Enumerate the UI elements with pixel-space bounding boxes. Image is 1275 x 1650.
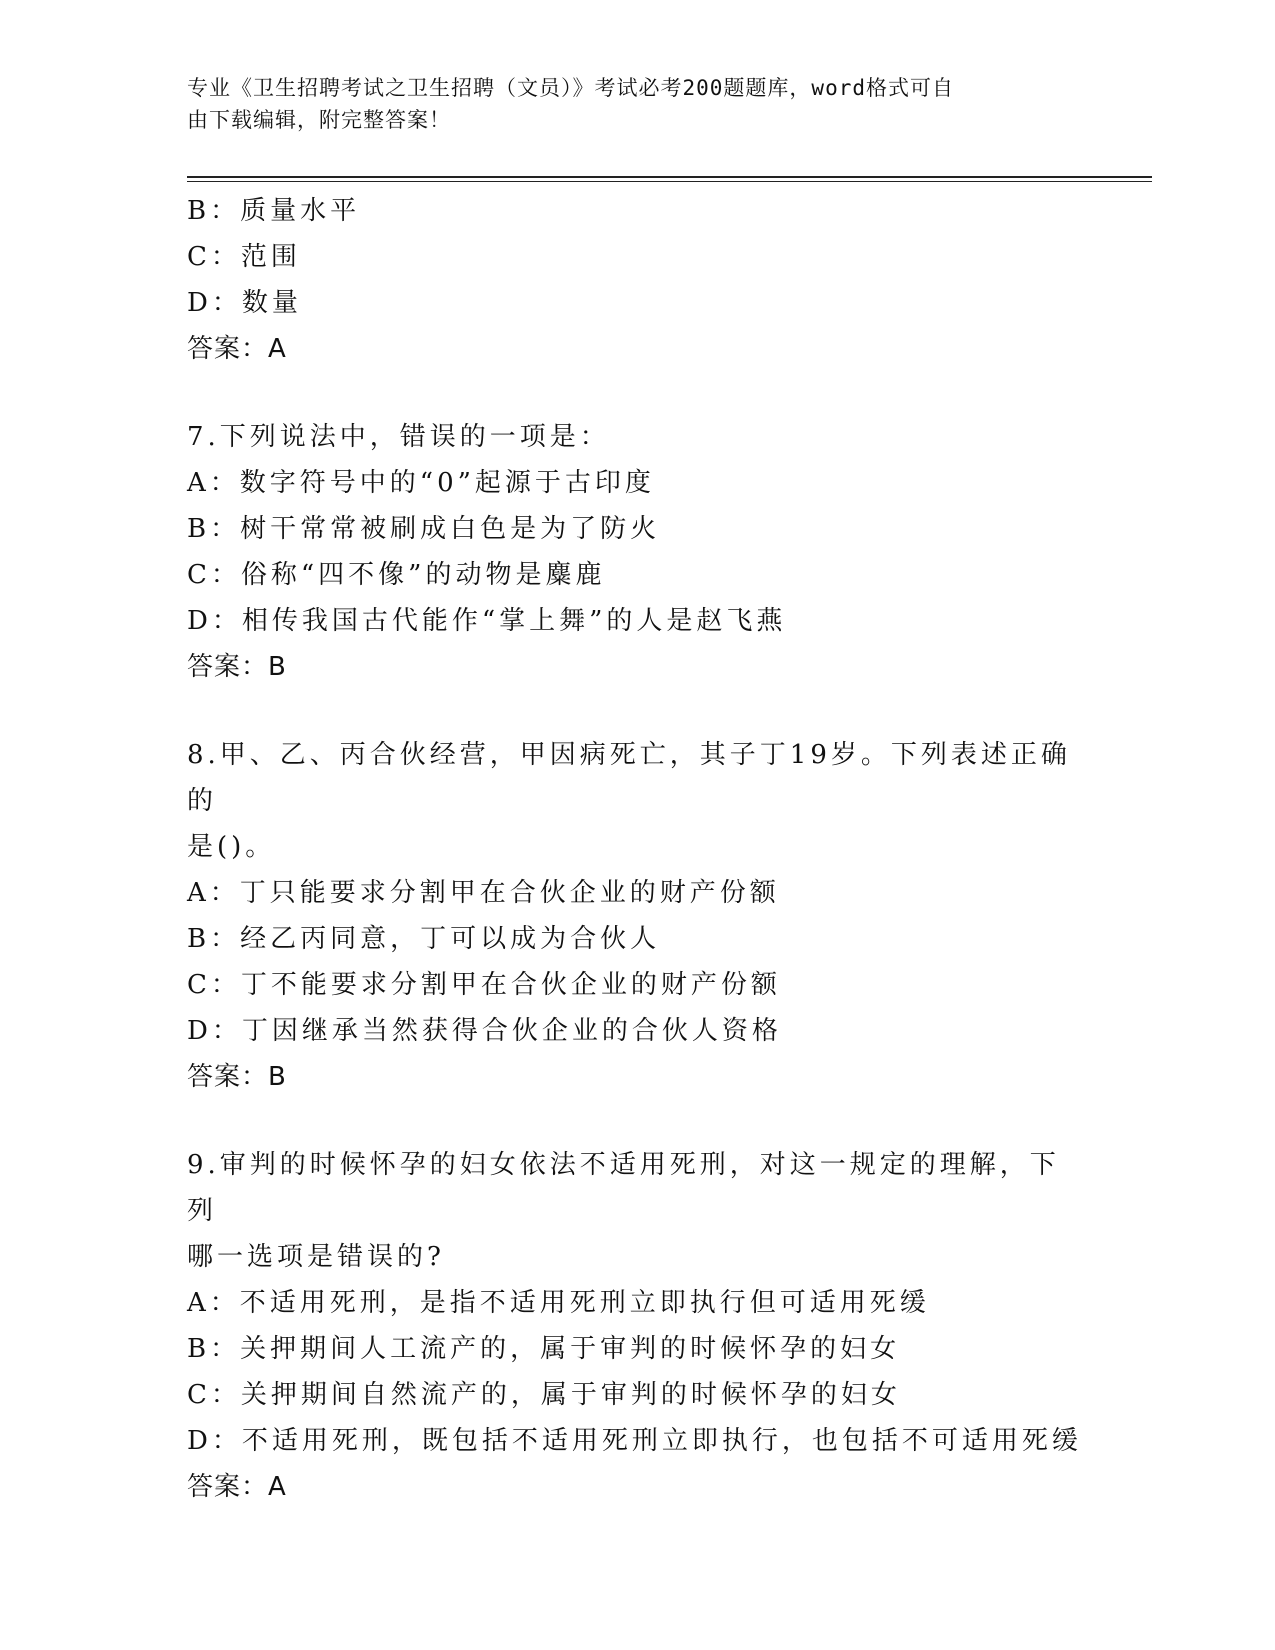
question-8 — [187, 732, 1077, 1100]
option-d: D：相传我国古代能作“掌上舞”的人是赵飞燕 — [187, 606, 787, 636]
question-stem-continued: 是()。 — [187, 832, 276, 862]
header-divider-thin — [187, 181, 1152, 182]
option-c: C：范围 — [187, 242, 301, 272]
option-d: D：不适用死刑，既包括不适用死刑立即执行，也包括不可适用死缓 — [187, 1426, 1082, 1456]
document-body — [187, 188, 1087, 1510]
option-b: B：关押期间人工流产的，属于审判的时候怀孕的妇女 — [187, 1334, 901, 1364]
option-a: A：丁只能要求分割甲在合伙企业的财产份额 — [187, 878, 780, 908]
header-divider-thick — [187, 176, 1152, 178]
option-a: A：数字符号中的“0”起源于古印度 — [187, 468, 655, 498]
answer-line: 答案：A — [187, 334, 287, 364]
question-partial — [187, 188, 1077, 372]
spacer — [187, 372, 1087, 414]
question-7 — [187, 414, 1077, 690]
option-a: A：不适用死刑，是指不适用死刑立即执行但可适用死缓 — [187, 1288, 930, 1318]
header-line-2: 由下载编辑，附完整答案！ — [187, 108, 451, 132]
question-stem-continued: 哪一选项是错误的? — [187, 1242, 445, 1272]
option-b: B：经乙丙同意，丁可以成为合伙人 — [187, 924, 661, 954]
question-stem: 7.下列说法中，错误的一项是： — [187, 422, 610, 452]
spacer — [187, 1100, 1087, 1142]
answer-line: 答案：B — [187, 1062, 287, 1092]
answer-line: 答案：A — [187, 1472, 287, 1502]
option-b: B：质量水平 — [187, 196, 361, 226]
option-c: C：关押期间自然流产的，属于审判的时候怀孕的妇女 — [187, 1380, 901, 1410]
spacer — [187, 690, 1087, 732]
option-b: B：树干常常被刷成白色是为了防火 — [187, 514, 661, 544]
question-stem: 9.审判的时候怀孕的妇女依法不适用死刑，对这一规定的理解，下列 — [187, 1150, 1060, 1226]
answer-line: 答案：B — [187, 652, 287, 682]
page-header — [187, 72, 1077, 136]
option-c: C：俗称“四不像”的动物是麋鹿 — [187, 560, 606, 590]
header-line-1: 专业《卫生招聘考试之卫生招聘（文员）》考试必考200题题库，word格式可自 — [187, 76, 954, 100]
question-9 — [187, 1142, 1082, 1510]
option-c: C：丁不能要求分割甲在合伙企业的财产份额 — [187, 970, 781, 1000]
question-stem: 8.甲、乙、丙合伙经营，甲因病死亡，其子丁19岁。下列表述正确的 — [187, 740, 1071, 816]
option-d: D：数量 — [187, 288, 302, 318]
option-d: D：丁因继承当然获得合伙企业的合伙人资格 — [187, 1016, 782, 1046]
